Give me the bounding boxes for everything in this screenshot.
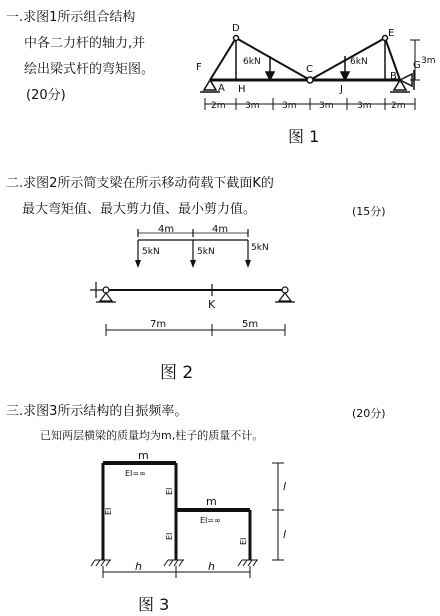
node-g: G: [413, 60, 421, 71]
height-2: l: [283, 528, 287, 541]
node-a: A: [218, 83, 225, 94]
joint-e: [383, 36, 388, 41]
dim-4: 3m: [319, 101, 334, 111]
caption-2: 图 2: [160, 363, 194, 383]
caption-1: 图 1: [288, 127, 320, 146]
mass-top: m: [138, 449, 149, 462]
p2-line1: 二.求图2所示简支梁在所示移动荷载下截面K的: [6, 176, 274, 191]
node-h: H: [238, 84, 246, 95]
node-e: E: [388, 28, 395, 39]
col-stiff-1: EI: [104, 507, 113, 515]
section-k: K: [208, 298, 216, 311]
p2-score: (15分): [352, 205, 386, 218]
p1-line3: 绘出梁式杆的弯矩图。: [24, 62, 155, 77]
spacing-1: 4m: [158, 224, 175, 235]
width-1: h: [135, 560, 142, 573]
p3-line2: 已知两层横梁的质量均为m,柱子的质量不计。: [40, 429, 264, 442]
col-stiff-4: EI: [239, 537, 248, 545]
p3-score: (20分): [352, 407, 386, 420]
load-2: 6kN: [350, 57, 368, 67]
support-right: [279, 293, 291, 301]
dim-height: 3m: [421, 56, 436, 66]
node-j: J: [340, 84, 343, 95]
node-f: F: [196, 62, 202, 73]
dim-2: 3m: [245, 101, 260, 111]
spacing-2: 4m: [212, 224, 229, 235]
dim-3: 3m: [282, 101, 297, 111]
caption-3: 图 3: [138, 595, 170, 614]
col-stiff-3: EI: [165, 532, 174, 540]
p1-line2: 中各二力杆的轴力,并: [24, 36, 146, 51]
joint-d: [234, 36, 239, 41]
span-1: 7m: [150, 319, 167, 330]
node-c: C: [306, 64, 313, 75]
load-1: 6kN: [243, 57, 261, 67]
p2-load-2: 5kN: [197, 247, 215, 257]
p2-line2: 最大弯矩值、最大剪力值、最小剪力值。: [22, 202, 257, 217]
support-left: [100, 293, 112, 301]
p1-score: (20分): [26, 88, 66, 103]
node-b: B: [390, 71, 397, 82]
col-stiff-2: EI: [165, 487, 174, 495]
p2-load-3: 5kN: [251, 243, 269, 253]
mass-lower: m: [206, 495, 217, 508]
node-d: D: [232, 23, 240, 34]
height-1: l: [283, 480, 287, 493]
p1-line1: 一.求图1所示组合结构: [6, 10, 136, 25]
beam-stiff-lower: EI=∞: [200, 516, 221, 525]
p3-line1: 三.求图3所示结构的自振频率。: [6, 404, 188, 419]
joint-c: [307, 77, 313, 83]
span-2: 5m: [242, 319, 259, 330]
dim-6: 2m: [391, 101, 406, 111]
beam-stiff-top: EI=∞: [125, 469, 146, 478]
dim-1: 2m: [211, 101, 226, 111]
width-2: h: [208, 560, 215, 573]
p2-load-1: 5kN: [142, 247, 160, 257]
dim-5: 3m: [357, 101, 372, 111]
